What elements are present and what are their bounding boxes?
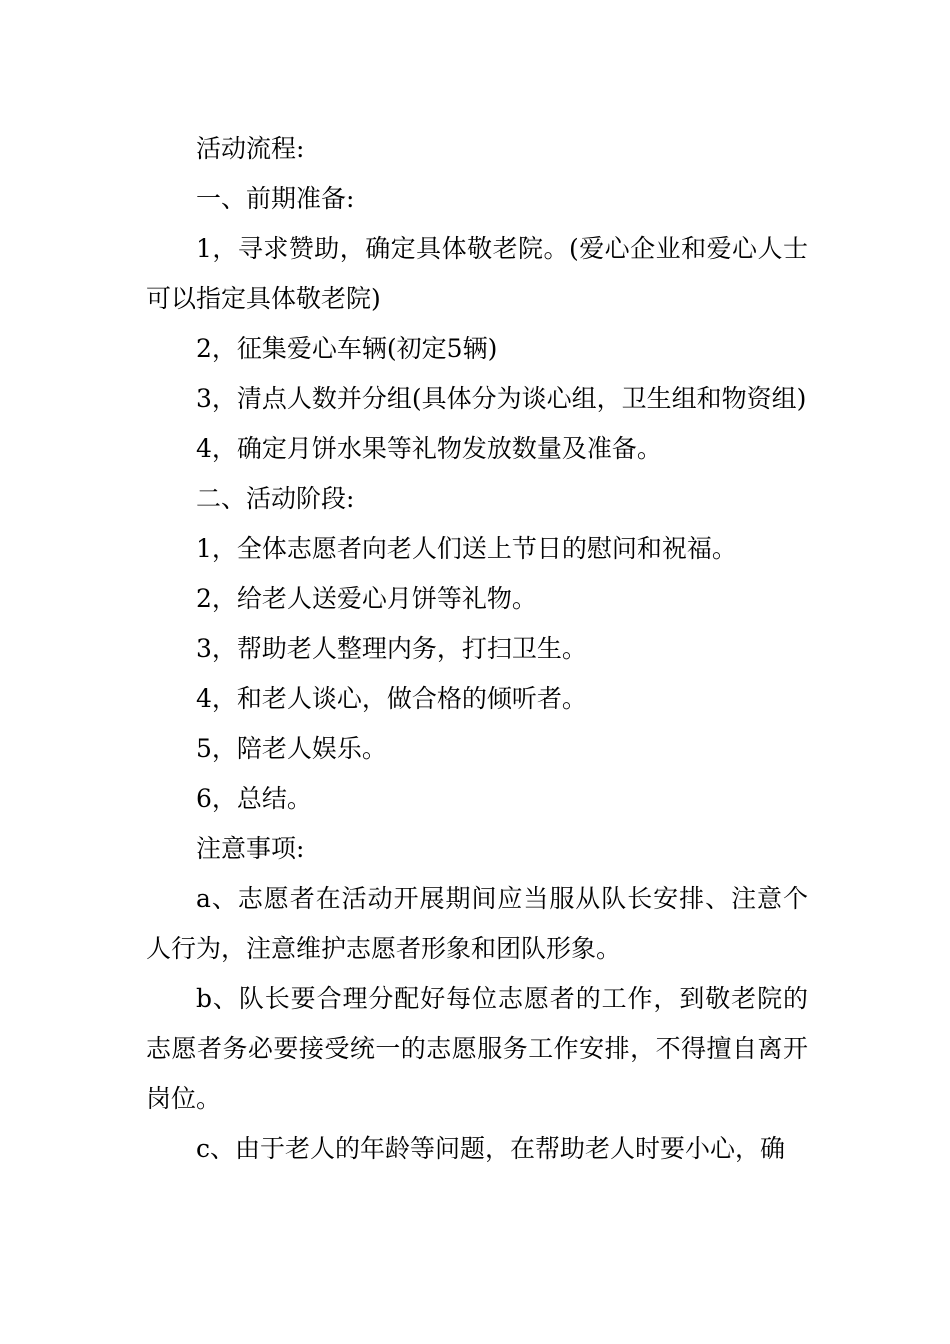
section-preparation: 一、前期准备: [196, 184, 355, 213]
note-item-c: c、由于老人的年龄等问题，在帮助老人时要小心，确 [196, 1134, 786, 1163]
stage-item-1: 1，全体志愿者向老人们送上节日的慰问和祝福。 [196, 534, 737, 563]
prep-item-2: 2，征集爱心车辆(初定5辆) [196, 334, 498, 363]
section-notes: 注意事项: [196, 834, 305, 863]
stage-item-6: 6，总结。 [196, 784, 312, 813]
stage-item-5: 5，陪老人娱乐。 [196, 734, 387, 763]
stage-item-3: 3，帮助老人整理内务，打扫卫生。 [196, 634, 587, 663]
stage-item-4: 4，和老人谈心，做合格的倾听者。 [196, 684, 587, 713]
prep-item-3: 3，清点人数并分组(具体分为谈心组，卫生组和物资组) [196, 384, 807, 413]
prep-item-4: 4，确定月饼水果等礼物发放数量及准备。 [196, 434, 662, 463]
section-activity-stage: 二、活动阶段: [196, 484, 355, 513]
prep-item-1: 1，寻求赞助，确定具体敬老院。(爱心企业和爱心人士可以指定具体敬老院) [146, 234, 808, 313]
note-item-b: b、队长要合理分配好每位志愿者的工作，到敬老院的志愿者务必要接受统一的志愿服务工作安排，不得擅自离开岗位。 [146, 984, 808, 1113]
heading-activity-process: 活动流程: [196, 134, 305, 163]
note-item-a: a、志愿者在活动开展期间应当服从队长安排、注意个人行为，注意维护志愿者形象和团队形象。 [146, 884, 808, 963]
document-body [146, 124, 808, 1174]
stage-item-2: 2，给老人送爱心月饼等礼物。 [196, 584, 537, 613]
